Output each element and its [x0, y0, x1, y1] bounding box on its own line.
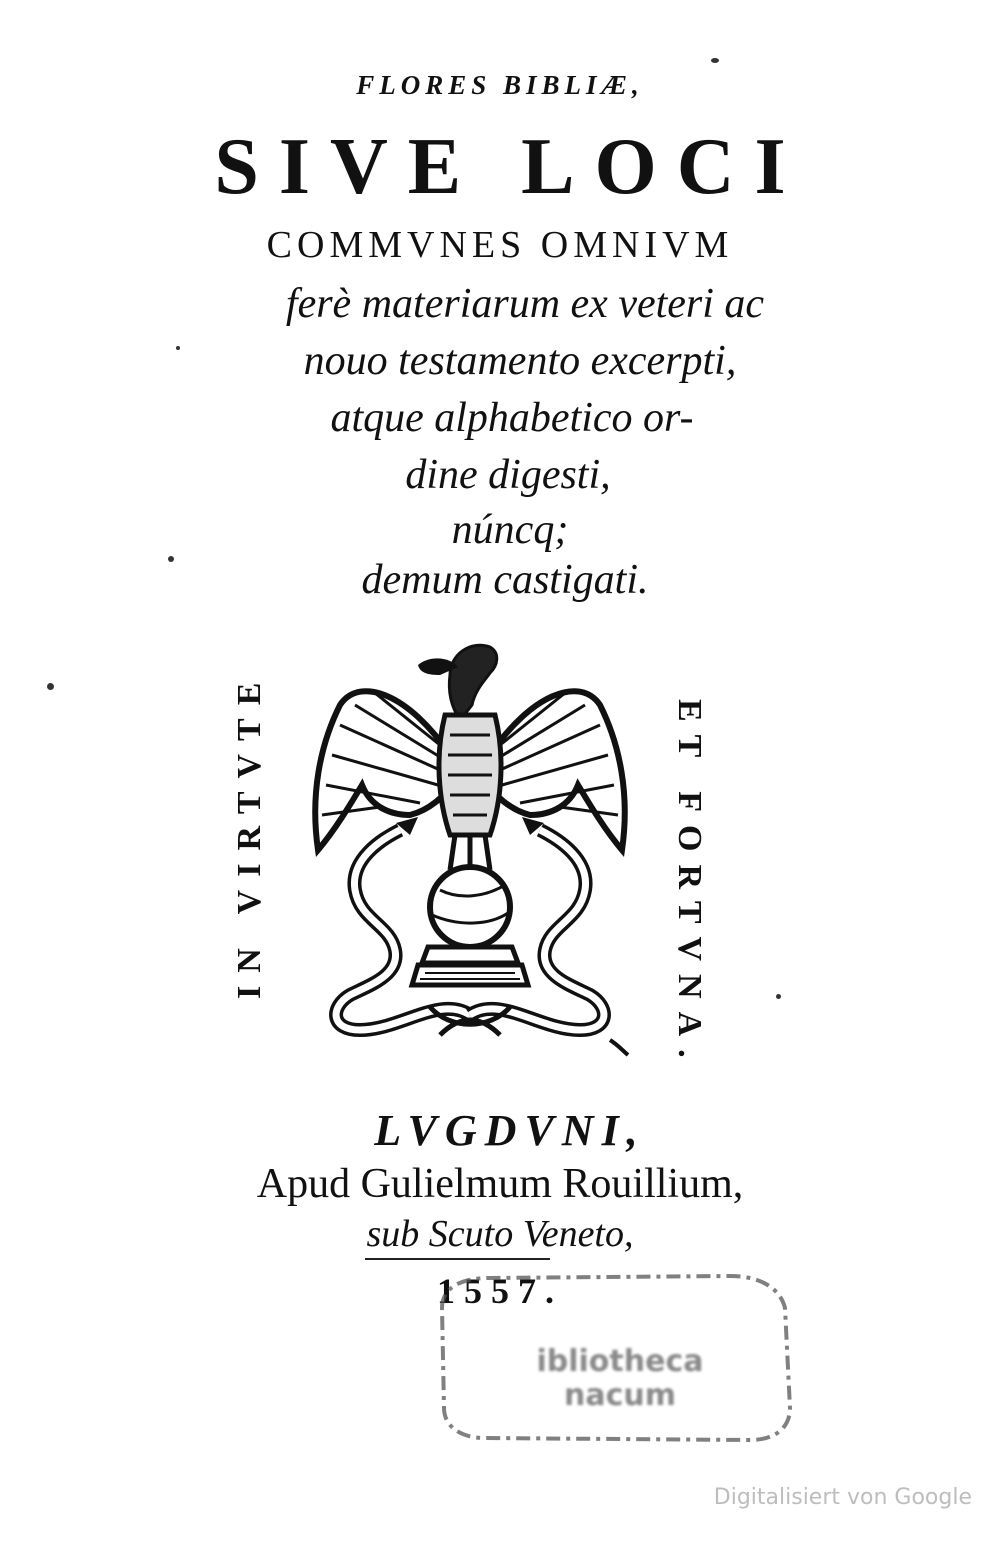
imprint-city: LVGDVNI,: [374, 1106, 646, 1155]
motto-right: ET FORTVNA.: [671, 699, 708, 1071]
body-line-1: ferè materiarum ex veteri ac: [285, 281, 765, 327]
stamp-text: ibliotheca nacum: [536, 1344, 704, 1413]
body-line-4: dine digesti,: [405, 452, 611, 498]
divider-rule: [365, 1258, 550, 1260]
ink-speck: [168, 556, 174, 562]
imprint-year: 1557.: [437, 1271, 563, 1311]
subtitle: COMMVNES OMNIVM: [266, 224, 734, 266]
ink-speck: [711, 58, 719, 63]
imprint-publisher: Apud Gulielmum Rouillium,: [256, 1161, 744, 1207]
main-title: SIVE LOCI: [214, 123, 806, 211]
digitization-watermark: Digitalisiert von Google: [713, 1485, 972, 1510]
ink-speck: [176, 346, 180, 350]
motto-left: IN VIRTVTE: [231, 669, 268, 999]
body-line-3: atque alphabetico or-: [330, 395, 694, 441]
body-line-2: nouo testamento excerpti,: [303, 338, 737, 384]
body-line-6: demum castigati.: [361, 557, 649, 603]
supertitle: FLORES BIBLIÆ,: [356, 70, 644, 100]
body-line-5: núncq;: [451, 507, 569, 553]
imprint-address: sub Scuto Veneto,: [366, 1213, 634, 1255]
ink-speck: [776, 994, 781, 999]
ink-speck: [47, 683, 54, 690]
eagle-device-icon: [300, 635, 640, 1060]
